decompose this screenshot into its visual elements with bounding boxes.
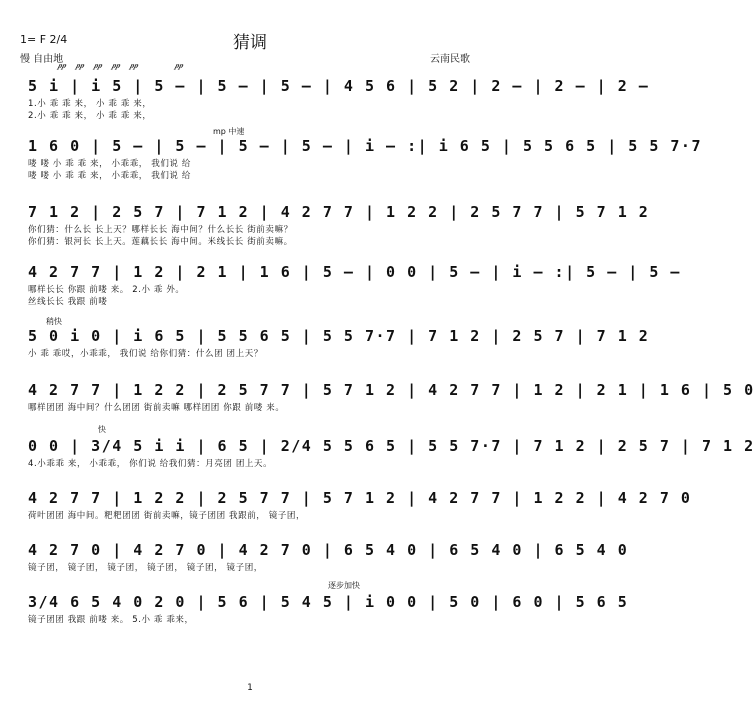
lyric-line: 2.小 乖 乖 来， 小 乖 乖 来， [28,111,152,121]
tempo-annotation: 稍快 [46,317,62,326]
notation-line: 4 2 7 0 | 4 2 7 0 | 4 2 7 0 | 6 5 4 0 | 6 5 4 0 | 6 5 4 0 [28,541,629,559]
lyric-line: 你们猜：什么长 长上天？哪样长长 海中间？什么长长 街前卖嘛？ [28,225,293,235]
lyric-line: 你们猜：银河长 长上天。莲藕长长 海中间。米线长长 街前卖嘛。 [28,237,293,247]
lyric-line: 哪样长长 你跟 前喽 来。 2.小 乖 外。 [28,285,185,295]
page-number: 1 [247,683,253,693]
lyric-line: 1.小 乖 乖 来， 小 乖 乖 来， [28,99,152,109]
tempo-annotation: mp 中速 [213,127,245,136]
tempo-annotation: 逐步加快 [328,581,360,590]
lyric-line: 丝线长长 我跟 前喽 [28,297,108,307]
notation-line: 4 2 7 7 | 1 2 | 2 1 | 1 6 | 5 – | 0 0 | 5 – | i – :| 5 – | 5 – [28,263,681,281]
lyric-line: 荷叶团团 海中间。粑粑团团 街前卖嘛，镜子团团 我跟前， 镜子团， [28,511,306,521]
dynamic-mark: 𝆏𝆏 [76,61,84,70]
notation-line: 5 i | i 5 | 5 – | 5 – | 5 – | 4 5 6 | 5 2 | 2 – | 2 – | 2 – [28,77,650,95]
notation-line: 3/4 6 5 4 0 2 0 | 5 6 | 5 4 5 | i 0 0 | 5 0 | 6 0 | 5 6 5 [28,593,629,611]
notation-line: 1 6 0 | 5 – | 5 – | 5 – | 5 – | i – :| i 6 5 | 5 5 6 5 | 5 5 7·7 [28,137,702,155]
song-title: 猜调 [233,33,267,53]
notation-line: 4 2 7 7 | 1 2 2 | 2 5 7 7 | 5 7 1 2 | 4 2 7 7 | 1 2 2 | 4 2 7 0 [28,489,692,507]
lyric-line: 喽 喽 小 乖 乖 来， 小乖乖， 我们说 给 [28,159,191,169]
lyric-line: 小 乖 乖哎，小乖乖， 我们说 给你们猜：什么团 团上天？ [28,349,263,359]
dynamic-mark: 𝆏𝆏 [58,61,66,70]
notation-line: 7 1 2 | 2 5 7 | 7 1 2 | 4 2 7 7 | 1 2 2 | 2 5 7 7 | 5 7 1 2 [28,203,650,221]
tempo-annotation: 快 [98,425,106,434]
lyric-line: 哪样团团 海中间？什么团团 街前卖嘛 哪样团团 你跟 前喽 来。 [28,403,285,413]
dynamic-mark: 𝆏𝆏 [112,61,120,70]
composer-credit: 云南民歌 [430,54,470,65]
lyric-line: 镜子团， 镜子团， 镜子团， 镜子团， 镜子团， 镜子团， [28,563,263,573]
key-signature: 1= F 2/4 [20,33,68,46]
lyric-line: 镜子团团 我跟 前喽 来。 5.小 乖 乖来， [28,615,194,625]
notation-line: 0 0 | 3/4 5 i i | 6 5 | 2/4 5 5 6 5 | 5 5 7·7 | 7 1 2 | 2 5 7 | 7 1 2 [28,437,755,455]
dynamic-mark: 𝆏𝆏 [130,61,138,70]
dynamic-mark: 𝆏𝆏 [94,61,102,70]
lyric-line: 喽 喽 小 乖 乖 来， 小乖乖， 我们说 给 [28,171,191,181]
tempo-marking: 慢 自由地 [20,54,64,65]
dynamic-mark: 𝆏𝆏 [175,61,183,70]
notation-line: 4 2 7 7 | 1 2 2 | 2 5 7 7 | 5 7 1 2 | 4 2 7 7 | 1 2 | 2 1 | 1 6 | 5 0 [28,381,755,399]
lyric-line: 4.小乖乖 来， 小乖乖， 你们说 给我们猜：月亮团 团上天。 [28,459,273,469]
notation-line: 5 0 i 0 | i 6 5 | 5 5 6 5 | 5 5 7·7 | 7 1 2 | 2 5 7 | 7 1 2 [28,327,650,345]
